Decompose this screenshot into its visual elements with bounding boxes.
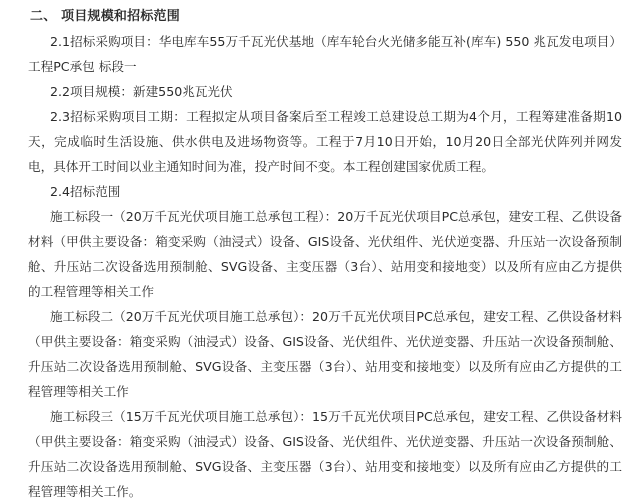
- paragraph-lot-two: 施工标段二（20万千瓦光伏项目施工总承包）：20万千瓦光伏项目PC总承包，建安工程、乙供设备材料（甲供主要设备：箱变采购（油浸式）设备、GIS设备、光伏组件、光伏逆变器、升压站一次设备预制舱、升压站二次设备选用预制舱、SVG设备、主变压器（3台）、站用变和接地变）以及所有应由乙方提供的工程管理等相关工作: [28, 309, 622, 399]
- paragraph-2-3-construction-period: 2.3招标采购项目工期：工程拟定从项目备案后至工程竣工总建设总工期为4个月，工程筹建准备期10天，完成临时生活设施、供水供电及进场物资等。工程于7月10日开始，10月20日全部光伏阵列并网发电，具体开工时间以业主通知时间为准，投产时间不变。本工程创建国家优质工程。: [28, 109, 622, 174]
- paragraph-2-2-project-scale: 2.2项目规模：新建550兆瓦光伏: [50, 84, 233, 99]
- paragraph-lot-one: 施工标段一（20万千瓦光伏项目施工总承包工程）：20万千瓦光伏项目PC总承包，建安工程、乙供设备材料（甲供主要设备：箱变采购（油浸式）设备、GIS设备、光伏组件、光伏逆变器、升压站一次设备预制舱、升压站二次设备选用预制舱、SVG设备、主变压器（3台）、站用变和接地变）以及所有应由乙方提供的工程管理等相关工作: [28, 209, 622, 299]
- paragraph-2-4-bid-scope: 2.4招标范围: [50, 184, 121, 199]
- paragraph-2-1-procurement-project: 2.1招标采购项目：华电库车55万千瓦光伏基地（库车轮台火光储多能互补(库车) 550 兆瓦发电项目）工程PC承包 标段一: [28, 34, 622, 74]
- paragraph-lot-three: 施工标段三（15万千瓦光伏项目施工总承包）：15万千瓦光伏项目PC总承包，建安工程、乙供设备材料（甲供主要设备：箱变采购（油浸式）设备、GIS设备、光伏组件、光伏逆变器、升压站一次设备预制舱、升压站二次设备选用预制舱、SVG设备、主变压器（3台）、站用变和接地变）以及所有应由乙方提供的工程管理等相关工作。: [28, 409, 622, 499]
- section-heading: 二、 项目规模和招标范围: [30, 9, 180, 24]
